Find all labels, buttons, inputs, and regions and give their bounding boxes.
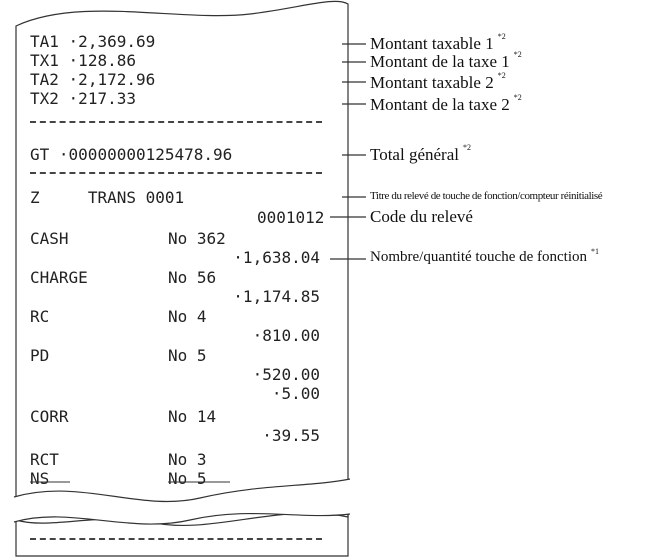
annotation-tax-1: Montant de la taxe 1 $^{*2}$ — [370, 50, 522, 71]
annotation-taxable-2: Montant taxable 2 $^{*2}$ — [370, 71, 506, 92]
receipt-line-corr: CORR — [30, 407, 69, 426]
receipt-no-ns: No 5 — [168, 469, 207, 488]
receipt-line-rct: RCT — [30, 450, 59, 469]
annotation-tax-2: Montant de la taxe 2 $^{*2}$ — [370, 93, 522, 114]
receipt-line-rc: RC — [30, 307, 50, 326]
annotation-taxable-1: Montant taxable 1 $^{*2}$ — [370, 32, 506, 53]
receipt-report-code: 0001012 — [257, 208, 325, 227]
receipt-amount-corr: ·39.55 — [262, 426, 320, 445]
receipt-amount-pd-2: ·5.00 — [271, 384, 320, 403]
receipt-amount-pd: ·520.00 — [252, 365, 320, 384]
receipt-line-ta1: TA1 ·2,369.69 — [30, 32, 156, 51]
receipt-line-tx2: TX2 ·217.33 — [30, 89, 136, 108]
annotation-report-title: Titre du relevé de touche de fonction/compteur réinitialisé — [370, 190, 603, 202]
separator-dashes — [30, 538, 322, 540]
receipt-no-rct: No 3 — [168, 450, 207, 469]
annotation-function-key-count: Nombre/quantité touche de fonction $^{*1}$ — [370, 247, 600, 265]
receipt-line-cash: CASH — [30, 229, 69, 248]
receipt-no-cash: No 362 — [168, 229, 226, 248]
receipt-amount-rc: ·810.00 — [252, 326, 320, 345]
receipt-no-rc: No 4 — [168, 307, 207, 326]
receipt-amount-cash: ·1,638.04 — [233, 248, 320, 267]
receipt-line-ns: NS — [30, 469, 50, 488]
receipt-amount-charge: ·1,174.85 — [233, 287, 320, 306]
receipt-no-charge: No 56 — [168, 268, 217, 287]
receipt-no-corr: No 14 — [168, 407, 217, 426]
receipt-line-charge: CHARGE — [30, 268, 88, 287]
receipt-line-grand-total: GT ·00000000125478.96 — [30, 145, 233, 164]
receipt-line-tx1: TX1 ·128.86 — [30, 51, 136, 70]
annotation-report-code: Code du relevé — [370, 207, 473, 226]
receipt-no-pd: No 5 — [168, 346, 207, 365]
receipt-line-ta2: TA2 ·2,172.96 — [30, 70, 156, 89]
receipt-line-z-report: Z TRANS 0001 — [30, 188, 185, 207]
receipt-line-pd: PD — [30, 346, 50, 365]
annotation-grand-total: Total général $^{*2}$ — [370, 143, 471, 164]
